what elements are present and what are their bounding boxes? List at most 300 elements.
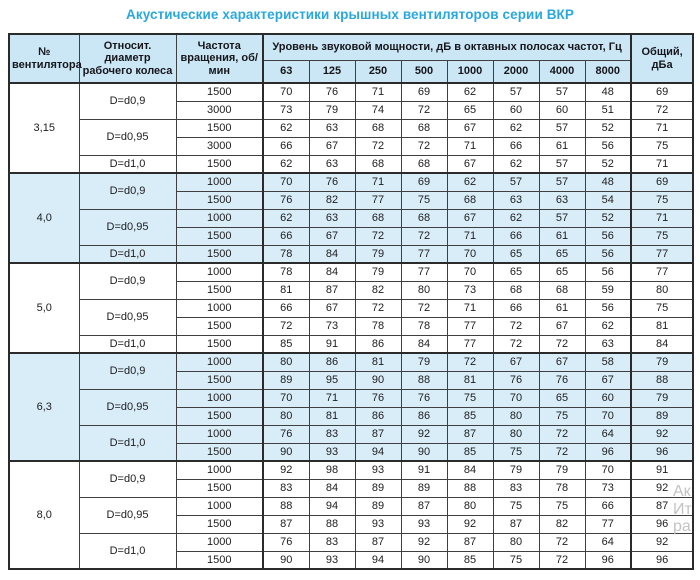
level-cell: 65 — [539, 245, 585, 263]
rpm-cell: 1500 — [176, 281, 263, 299]
table-row — [9, 209, 693, 227]
level-cell: 91 — [401, 461, 447, 479]
level-cell: 93 — [401, 515, 447, 533]
level-cell: 63 — [309, 209, 355, 227]
level-cell: 48 — [585, 173, 631, 191]
table-row — [9, 461, 693, 479]
diameter-cell: D=d1,0 — [79, 155, 176, 173]
level-cell: 73 — [585, 479, 631, 497]
level-cell: 65 — [539, 263, 585, 281]
header-rel-diameter: Относит. диаметр рабочего колеса — [79, 34, 176, 83]
level-cell: 72 — [493, 317, 539, 335]
total-cell: 80 — [631, 281, 693, 299]
header-band-8000: 8000 — [585, 60, 631, 83]
total-cell: 88 — [631, 371, 693, 389]
level-cell: 85 — [447, 443, 493, 461]
level-cell: 52 — [585, 209, 631, 227]
level-cell: 62 — [263, 119, 309, 137]
diameter-cell: D=d1,0 — [79, 533, 176, 569]
rpm-cell: 1000 — [176, 497, 263, 515]
level-cell: 77 — [401, 263, 447, 281]
level-cell: 83 — [309, 425, 355, 443]
level-cell: 87 — [493, 515, 539, 533]
level-cell: 72 — [493, 335, 539, 353]
level-cell: 78 — [401, 317, 447, 335]
total-cell: 77 — [631, 245, 693, 263]
level-cell: 72 — [539, 335, 585, 353]
level-cell: 61 — [539, 227, 585, 245]
level-cell: 66 — [493, 299, 539, 317]
level-cell: 81 — [263, 281, 309, 299]
level-cell: 87 — [447, 425, 493, 443]
level-cell: 72 — [401, 227, 447, 245]
total-cell: 92 — [631, 479, 693, 497]
level-cell: 71 — [447, 227, 493, 245]
total-cell: 96 — [631, 515, 693, 533]
level-cell: 58 — [585, 353, 631, 371]
level-cell: 84 — [401, 335, 447, 353]
level-cell: 90 — [263, 443, 309, 461]
level-cell: 72 — [539, 443, 585, 461]
level-cell: 66 — [585, 497, 631, 515]
level-cell: 70 — [493, 389, 539, 407]
level-cell: 77 — [355, 191, 401, 209]
level-cell: 64 — [585, 425, 631, 443]
rpm-cell: 1500 — [176, 551, 263, 569]
total-cell: 91 — [631, 461, 693, 479]
level-cell: 67 — [585, 371, 631, 389]
level-cell: 85 — [447, 551, 493, 569]
level-cell: 71 — [447, 299, 493, 317]
total-cell: 81 — [631, 317, 693, 335]
rpm-cell: 1000 — [176, 389, 263, 407]
header-band-1000: 1000 — [447, 60, 493, 83]
level-cell: 68 — [401, 209, 447, 227]
rpm-cell: 1500 — [176, 479, 263, 497]
level-cell: 92 — [401, 425, 447, 443]
diameter-cell: D=d0,9 — [79, 83, 176, 119]
level-cell: 52 — [585, 119, 631, 137]
table-row — [9, 335, 693, 353]
level-cell: 87 — [263, 515, 309, 533]
header-sound-power: Уровень звуковой мощности, дБ в октавных полосах частот, Гц — [263, 34, 631, 60]
level-cell: 71 — [355, 173, 401, 191]
level-cell: 93 — [309, 443, 355, 461]
level-cell: 56 — [585, 299, 631, 317]
total-cell: 69 — [631, 173, 693, 191]
level-cell: 93 — [355, 461, 401, 479]
level-cell: 74 — [355, 101, 401, 119]
level-cell: 86 — [401, 407, 447, 425]
level-cell: 72 — [355, 137, 401, 155]
level-cell: 72 — [401, 299, 447, 317]
rpm-cell: 1000 — [176, 353, 263, 371]
rpm-cell: 1500 — [176, 515, 263, 533]
header-fan-number: № вентилятора — [9, 34, 79, 83]
level-cell: 78 — [263, 245, 309, 263]
level-cell: 70 — [585, 461, 631, 479]
rpm-cell: 1500 — [176, 83, 263, 101]
level-cell: 89 — [401, 479, 447, 497]
table-row — [9, 533, 693, 551]
level-cell: 68 — [401, 155, 447, 173]
level-cell: 76 — [355, 389, 401, 407]
rpm-cell: 1500 — [176, 227, 263, 245]
level-cell: 70 — [447, 263, 493, 281]
level-cell: 54 — [585, 191, 631, 209]
total-cell: 87 — [631, 497, 693, 515]
rpm-cell: 1500 — [176, 407, 263, 425]
level-cell: 62 — [585, 317, 631, 335]
level-cell: 76 — [263, 425, 309, 443]
level-cell: 60 — [493, 101, 539, 119]
level-cell: 80 — [401, 281, 447, 299]
level-cell: 91 — [309, 335, 355, 353]
diameter-cell: D=d0,95 — [79, 497, 176, 533]
table-row — [9, 245, 693, 263]
level-cell: 73 — [263, 101, 309, 119]
level-cell: 94 — [355, 443, 401, 461]
level-cell: 56 — [585, 227, 631, 245]
table-row — [9, 497, 693, 515]
total-cell: 96 — [631, 551, 693, 569]
total-cell: 79 — [631, 389, 693, 407]
diameter-cell: D=d0,9 — [79, 353, 176, 389]
level-cell: 75 — [493, 551, 539, 569]
level-cell: 68 — [539, 281, 585, 299]
level-cell: 61 — [539, 137, 585, 155]
level-cell: 77 — [401, 245, 447, 263]
level-cell: 69 — [401, 173, 447, 191]
level-cell: 71 — [309, 389, 355, 407]
level-cell: 76 — [263, 191, 309, 209]
level-cell: 68 — [493, 281, 539, 299]
level-cell: 67 — [539, 353, 585, 371]
level-cell: 72 — [539, 533, 585, 551]
level-cell: 87 — [447, 533, 493, 551]
level-cell: 57 — [539, 155, 585, 173]
level-cell: 72 — [539, 425, 585, 443]
total-cell: 71 — [631, 155, 693, 173]
level-cell: 70 — [263, 389, 309, 407]
header-band-125: 125 — [309, 60, 355, 83]
level-cell: 80 — [263, 353, 309, 371]
total-cell: 79 — [631, 353, 693, 371]
level-cell: 65 — [493, 245, 539, 263]
level-cell: 80 — [263, 407, 309, 425]
level-cell: 76 — [401, 389, 447, 407]
fan-number-cell: 5,0 — [9, 263, 79, 353]
table-row — [9, 299, 693, 317]
level-cell: 80 — [493, 533, 539, 551]
level-cell: 68 — [447, 191, 493, 209]
total-cell: 75 — [631, 137, 693, 155]
level-cell: 62 — [493, 209, 539, 227]
level-cell: 62 — [493, 155, 539, 173]
level-cell: 68 — [355, 119, 401, 137]
fan-number-cell: 6,3 — [9, 353, 79, 461]
total-cell: 96 — [631, 443, 693, 461]
level-cell: 88 — [309, 515, 355, 533]
level-cell: 84 — [447, 461, 493, 479]
rpm-cell: 1000 — [176, 263, 263, 281]
level-cell: 72 — [355, 227, 401, 245]
level-cell: 85 — [263, 335, 309, 353]
header-band-250: 250 — [355, 60, 401, 83]
level-cell: 75 — [539, 407, 585, 425]
level-cell: 88 — [401, 371, 447, 389]
table-header — [9, 34, 693, 83]
level-cell: 79 — [355, 245, 401, 263]
level-cell: 65 — [447, 101, 493, 119]
level-cell: 92 — [263, 461, 309, 479]
diameter-cell: D=d0,9 — [79, 461, 176, 497]
level-cell: 70 — [263, 83, 309, 101]
level-cell: 67 — [493, 353, 539, 371]
diameter-cell: D=d1,0 — [79, 245, 176, 263]
rpm-cell: 1500 — [176, 317, 263, 335]
level-cell: 62 — [263, 209, 309, 227]
level-cell: 63 — [493, 191, 539, 209]
level-cell: 72 — [263, 317, 309, 335]
header-band-4000: 4000 — [539, 60, 585, 83]
level-cell: 67 — [447, 119, 493, 137]
rpm-cell: 1000 — [176, 173, 263, 191]
total-cell: 84 — [631, 335, 693, 353]
table-row — [9, 263, 693, 281]
level-cell: 66 — [493, 137, 539, 155]
level-cell: 81 — [355, 353, 401, 371]
level-cell: 96 — [585, 443, 631, 461]
level-cell: 72 — [355, 299, 401, 317]
level-cell: 66 — [263, 299, 309, 317]
level-cell: 88 — [263, 497, 309, 515]
level-cell: 82 — [355, 281, 401, 299]
level-cell: 57 — [493, 173, 539, 191]
level-cell: 71 — [355, 83, 401, 101]
rpm-cell: 1500 — [176, 335, 263, 353]
rpm-cell: 1000 — [176, 299, 263, 317]
level-cell: 57 — [539, 173, 585, 191]
level-cell: 63 — [309, 155, 355, 173]
level-cell: 93 — [309, 551, 355, 569]
level-cell: 87 — [401, 497, 447, 515]
rpm-cell: 1500 — [176, 443, 263, 461]
diameter-cell: D=d1,0 — [79, 425, 176, 461]
rpm-cell: 1000 — [176, 533, 263, 551]
level-cell: 81 — [309, 407, 355, 425]
total-cell: 69 — [631, 83, 693, 101]
level-cell: 72 — [401, 137, 447, 155]
level-cell: 73 — [447, 281, 493, 299]
rpm-cell: 1500 — [176, 371, 263, 389]
level-cell: 62 — [447, 173, 493, 191]
level-cell: 80 — [447, 497, 493, 515]
total-cell: 72 — [631, 101, 693, 119]
level-cell: 57 — [539, 119, 585, 137]
level-cell: 65 — [493, 263, 539, 281]
level-cell: 76 — [493, 371, 539, 389]
level-cell: 62 — [447, 83, 493, 101]
level-cell: 92 — [447, 515, 493, 533]
level-cell: 81 — [447, 371, 493, 389]
acoustic-characteristics-table — [8, 33, 694, 570]
level-cell: 77 — [447, 335, 493, 353]
level-cell: 60 — [539, 101, 585, 119]
level-cell: 90 — [355, 371, 401, 389]
total-cell: 92 — [631, 533, 693, 551]
level-cell: 56 — [585, 263, 631, 281]
rpm-cell: 1500 — [176, 155, 263, 173]
total-cell: 89 — [631, 407, 693, 425]
watermark-text: Ак Ит ра — [673, 483, 692, 536]
level-cell: 71 — [447, 137, 493, 155]
level-cell: 72 — [539, 551, 585, 569]
diameter-cell: D=d0,95 — [79, 389, 176, 425]
header-total: Общий, дБа — [631, 34, 693, 83]
level-cell: 57 — [539, 209, 585, 227]
diameter-cell: D=d0,9 — [79, 173, 176, 209]
level-cell: 92 — [401, 533, 447, 551]
level-cell: 83 — [309, 533, 355, 551]
level-cell: 77 — [585, 515, 631, 533]
total-cell: 75 — [631, 299, 693, 317]
level-cell: 67 — [309, 299, 355, 317]
header-band-500: 500 — [401, 60, 447, 83]
level-cell: 79 — [401, 353, 447, 371]
level-cell: 67 — [447, 155, 493, 173]
level-cell: 84 — [309, 245, 355, 263]
level-cell: 87 — [355, 533, 401, 551]
level-cell: 89 — [263, 371, 309, 389]
level-cell: 80 — [493, 425, 539, 443]
level-cell: 75 — [539, 497, 585, 515]
level-cell: 90 — [401, 551, 447, 569]
total-cell: 75 — [631, 227, 693, 245]
level-cell: 95 — [309, 371, 355, 389]
diameter-cell: D=d0,95 — [79, 209, 176, 245]
table-row — [9, 425, 693, 443]
level-cell: 90 — [401, 443, 447, 461]
level-cell: 52 — [585, 155, 631, 173]
level-cell: 86 — [309, 353, 355, 371]
level-cell: 76 — [539, 371, 585, 389]
level-cell: 63 — [309, 119, 355, 137]
level-cell: 80 — [493, 407, 539, 425]
total-cell: 71 — [631, 209, 693, 227]
level-cell: 85 — [447, 407, 493, 425]
level-cell: 70 — [585, 407, 631, 425]
level-cell: 83 — [263, 479, 309, 497]
level-cell: 79 — [493, 461, 539, 479]
rpm-cell: 1000 — [176, 425, 263, 443]
table-row — [9, 155, 693, 173]
level-cell: 75 — [447, 389, 493, 407]
level-cell: 61 — [539, 299, 585, 317]
level-cell: 51 — [585, 101, 631, 119]
total-cell: 71 — [631, 119, 693, 137]
level-cell: 56 — [585, 245, 631, 263]
diameter-cell: D=d0,95 — [79, 299, 176, 335]
level-cell: 65 — [539, 389, 585, 407]
level-cell: 78 — [355, 317, 401, 335]
level-cell: 68 — [355, 155, 401, 173]
fan-number-cell: 4,0 — [9, 173, 79, 263]
level-cell: 75 — [401, 191, 447, 209]
level-cell: 67 — [447, 209, 493, 227]
level-cell: 72 — [447, 353, 493, 371]
level-cell: 57 — [539, 83, 585, 101]
level-cell: 82 — [309, 191, 355, 209]
level-cell: 68 — [401, 119, 447, 137]
level-cell: 57 — [493, 83, 539, 101]
level-cell: 70 — [447, 245, 493, 263]
level-cell: 77 — [447, 317, 493, 335]
level-cell: 67 — [539, 317, 585, 335]
level-cell: 69 — [401, 83, 447, 101]
level-cell: 75 — [493, 497, 539, 515]
level-cell: 62 — [493, 119, 539, 137]
table-row — [9, 389, 693, 407]
level-cell: 76 — [309, 83, 355, 101]
rpm-cell: 1500 — [176, 191, 263, 209]
header-band-63: 63 — [263, 60, 309, 83]
level-cell: 83 — [493, 479, 539, 497]
header-rotation-freq: Частота вращения, об/мин — [176, 34, 263, 83]
level-cell: 70 — [263, 173, 309, 191]
rpm-cell: 1000 — [176, 461, 263, 479]
level-cell: 79 — [539, 461, 585, 479]
rpm-cell: 3000 — [176, 101, 263, 119]
rpm-cell: 1000 — [176, 209, 263, 227]
rpm-cell: 3000 — [176, 137, 263, 155]
level-cell: 75 — [493, 443, 539, 461]
header-band-2000: 2000 — [493, 60, 539, 83]
level-cell: 90 — [263, 551, 309, 569]
level-cell: 62 — [263, 155, 309, 173]
total-cell: 92 — [631, 425, 693, 443]
table-row — [9, 83, 693, 101]
level-cell: 67 — [309, 137, 355, 155]
level-cell: 82 — [539, 515, 585, 533]
level-cell: 76 — [309, 173, 355, 191]
level-cell: 60 — [585, 389, 631, 407]
level-cell: 89 — [355, 497, 401, 515]
level-cell: 64 — [585, 533, 631, 551]
level-cell: 56 — [585, 137, 631, 155]
table-row — [9, 173, 693, 191]
level-cell: 86 — [355, 407, 401, 425]
level-cell: 59 — [585, 281, 631, 299]
level-cell: 72 — [401, 101, 447, 119]
level-cell: 73 — [309, 317, 355, 335]
fan-number-cell: 8,0 — [9, 461, 79, 569]
level-cell: 89 — [355, 479, 401, 497]
table-body — [9, 83, 693, 569]
level-cell: 96 — [585, 551, 631, 569]
level-cell: 79 — [355, 263, 401, 281]
level-cell: 79 — [309, 101, 355, 119]
level-cell: 63 — [539, 191, 585, 209]
level-cell: 87 — [309, 281, 355, 299]
level-cell: 76 — [263, 533, 309, 551]
level-cell: 98 — [309, 461, 355, 479]
table-row — [9, 119, 693, 137]
level-cell: 84 — [309, 263, 355, 281]
level-cell: 63 — [585, 335, 631, 353]
level-cell: 68 — [355, 209, 401, 227]
table-row — [9, 353, 693, 371]
